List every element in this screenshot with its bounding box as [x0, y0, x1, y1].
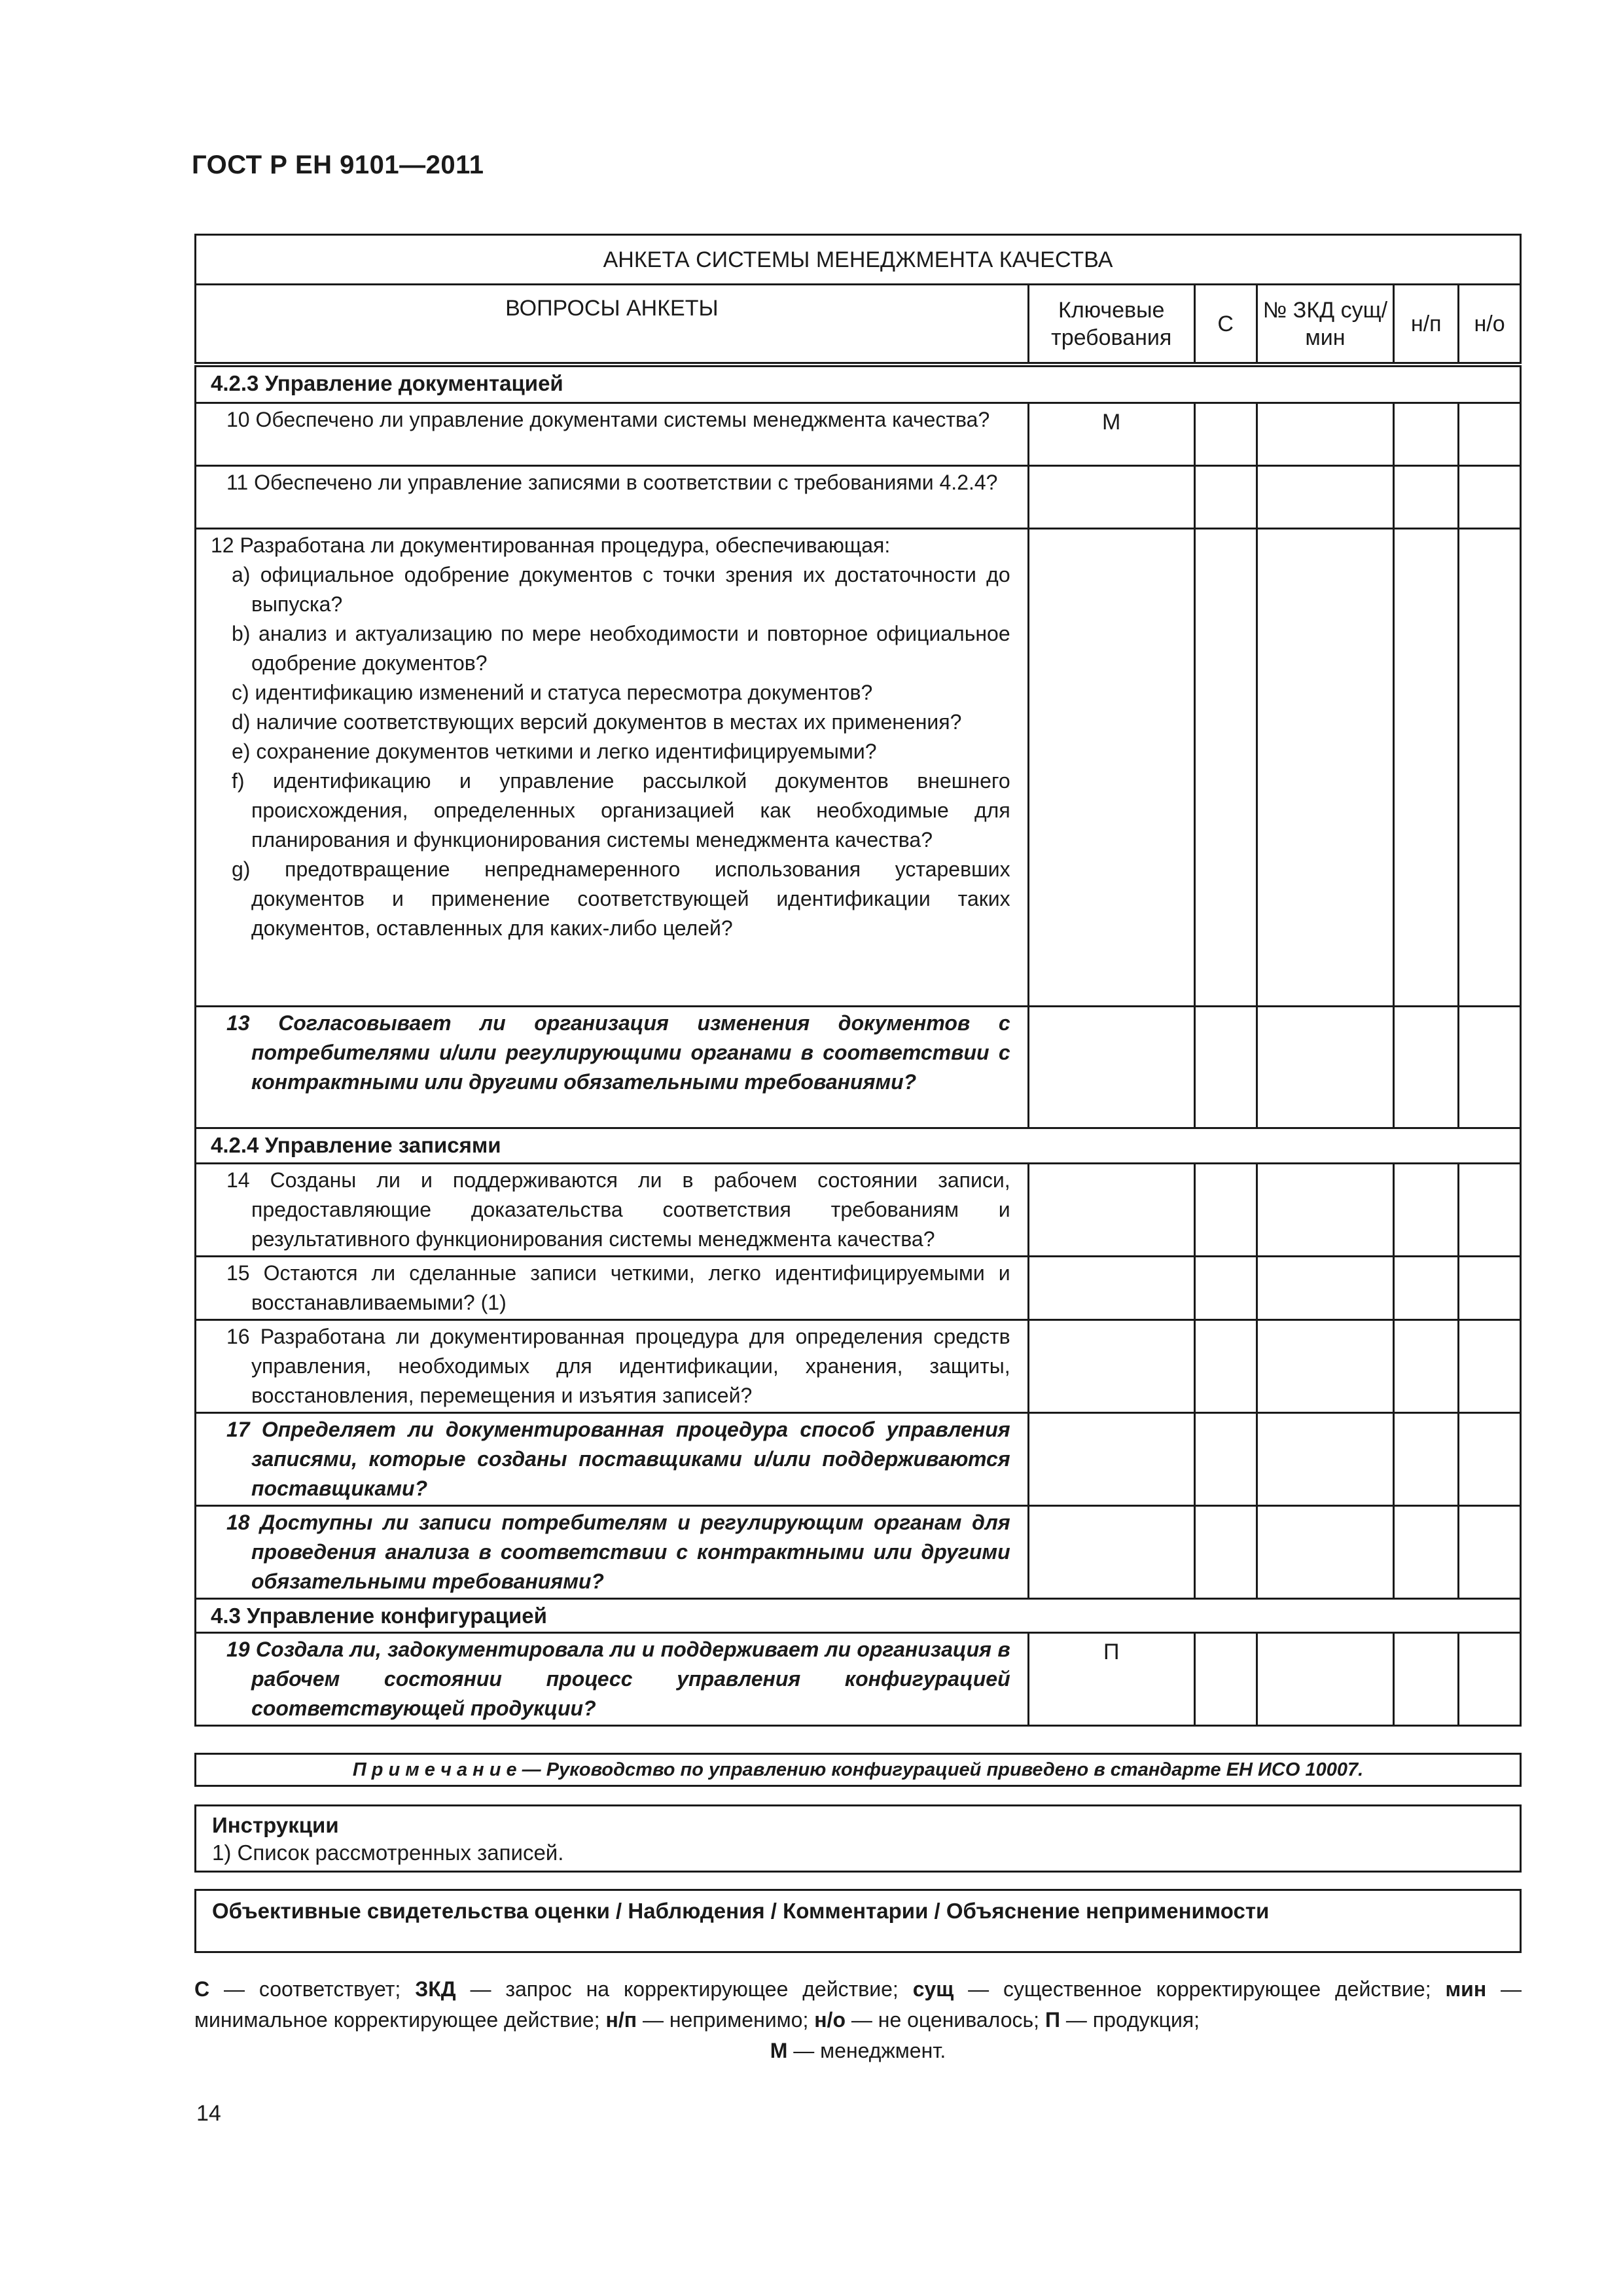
question-10-zkd-cell[interactable] [1257, 403, 1394, 466]
question-12-item-f: f) идентификацию и управление рассылкой документов внешнего происхождения, определенных организацией как необходимые для планирования и функционирования системы менеджмента качества? [232, 769, 1010, 852]
question-12-item-g: g) предотвращение непреднамеренного использования устаревших документов и применение соответствующей идентификации таких документов, оставленных для каких-либо целей? [232, 857, 1010, 940]
question-13-c-cell[interactable] [1194, 1007, 1257, 1128]
question-12-item-e: e) сохранение документов четкими и легко идентифицируемыми? [232, 740, 877, 763]
questionnaire-table [194, 365, 1522, 1727]
question-16-zkd-cell[interactable] [1257, 1320, 1394, 1413]
question-19-c-cell[interactable] [1194, 1633, 1257, 1726]
question-row-13 [196, 1007, 1521, 1128]
question-12-key-cell [1028, 529, 1194, 1007]
question-12-item-c: c) идентификацию изменений и статуса пересмотра документов? [232, 681, 873, 704]
legend-zkd: ЗКД [415, 1977, 456, 2001]
col-key-requirements: Ключевые требования [1028, 285, 1194, 363]
question-14-no-cell[interactable] [1459, 1164, 1521, 1257]
question-12-item-d: d) наличие соответствующих версий документов в местах их применения? [232, 710, 962, 734]
legend-sush: сущ [912, 1977, 954, 2001]
question-18-np-cell[interactable] [1394, 1506, 1459, 1599]
question-row-12 [196, 529, 1521, 1007]
legend-np: н/п [605, 2008, 637, 2032]
question-12-item-b: b) анализ и актуализацию по мере необходимости и повторное официальное одобрение документов? [232, 622, 1010, 675]
question-19-zkd-cell[interactable] [1257, 1633, 1394, 1726]
section-4-2-4: 4.2.4 Управление записями [196, 1128, 1521, 1164]
question-12-lead: 12 Разработана ли документированная процедура, обеспечивающая: [211, 533, 891, 557]
question-15-c-cell[interactable] [1194, 1257, 1257, 1320]
legend-no: н/о [814, 2008, 846, 2032]
question-18-zkd-cell[interactable] [1257, 1506, 1394, 1599]
question-13-text: 13 Согласовывает ли организация изменения документов с потребителями и/или регулирующими органами в соответствии с контрактными или другими обязательными требованиями? [226, 1011, 1010, 1094]
question-10-no-cell[interactable] [1459, 403, 1521, 466]
question-15-key-cell [1028, 1257, 1194, 1320]
section-row [196, 367, 1521, 403]
question-10-text: 10 Обеспечено ли управление документами системы менеджмента качества? [226, 408, 990, 431]
section-4-2-3: 4.2.3 Управление документацией [196, 367, 1521, 403]
question-row-18 [196, 1506, 1521, 1599]
question-11-no-cell[interactable] [1459, 466, 1521, 529]
question-17-zkd-cell[interactable] [1257, 1413, 1394, 1506]
document-header: ГОСТ Р ЕН 9101—2011 [192, 151, 484, 179]
question-10-c-cell[interactable] [1194, 403, 1257, 466]
question-11-np-cell[interactable] [1394, 466, 1459, 529]
question-12-no-cell[interactable] [1459, 529, 1521, 1007]
legend-p: П [1044, 2008, 1060, 2032]
page-number: 14 [196, 2101, 221, 2126]
col-questions: ВОПРОСЫ АНКЕТЫ [196, 285, 1029, 363]
question-15-no-cell[interactable] [1459, 1257, 1521, 1320]
question-row-14 [196, 1164, 1521, 1257]
question-14-np-cell[interactable] [1394, 1164, 1459, 1257]
question-17-no-cell[interactable] [1459, 1413, 1521, 1506]
col-not-evaluated: н/о [1459, 285, 1521, 363]
question-15-zkd-cell[interactable] [1257, 1257, 1394, 1320]
question-11-c-cell[interactable] [1194, 466, 1257, 529]
section-row [196, 1599, 1521, 1633]
question-18-no-cell[interactable] [1459, 1506, 1521, 1599]
legend-c: С [194, 1977, 210, 2001]
question-18-text: 18 Доступны ли записи потребителям и регулирующим органам для проведения анализа в соответствии с контрактными или другими обязательными требованиями? [226, 1511, 1010, 1593]
question-16-c-cell[interactable] [1194, 1320, 1257, 1413]
question-17-text: 17 Определяет ли документированная процедура способ управления записями, которые созданы поставщиками и/или поддерживаются поставщиками? [226, 1418, 1010, 1500]
question-row-16 [196, 1320, 1521, 1413]
question-18-c-cell[interactable] [1194, 1506, 1257, 1599]
col-not-applicable: н/п [1394, 285, 1459, 363]
configuration-note: П р и м е ч а н и е — Руководство по управлению конфигурацией приведено в стандарте ЕН ИСО 10007. [194, 1753, 1522, 1787]
question-16-text: 16 Разработана ли документированная процедура для определения средств управления, необходимых для идентификации, хранения, защиты, восстановления, перемещения и изъятия записей? [226, 1325, 1010, 1407]
question-row-17 [196, 1413, 1521, 1506]
col-conforms: С [1194, 285, 1257, 363]
question-14-zkd-cell[interactable] [1257, 1164, 1394, 1257]
question-17-key-cell [1028, 1413, 1194, 1506]
question-12-item-a: a) официальное одобрение документов с точки зрения их достаточности до выпуска? [232, 563, 1010, 616]
question-11-text: 11 Обеспечено ли управление записями в соответствии с требованиями 4.2.4? [226, 471, 998, 494]
question-12-c-cell[interactable] [1194, 529, 1257, 1007]
question-14-text: 14 Созданы ли и поддерживаются ли в рабочем состоянии записи, предоставляющие доказательства соответствия требованиям и результативного функционирования системы менеджмента качества? [226, 1168, 1010, 1251]
question-13-np-cell[interactable] [1394, 1007, 1459, 1128]
question-17-c-cell[interactable] [1194, 1413, 1257, 1506]
question-14-key-cell [1028, 1164, 1194, 1257]
legend-min: мин [1445, 1977, 1487, 2001]
question-row-11 [196, 466, 1521, 529]
abbreviation-legend: С — соответствует; ЗКД — запрос на корректирующее действие; сущ — существенное корректирующее действие; мин — минимальное корректирующее действие; н/п — неприменимо; н/о — не оценивалось; П — продукция; М — менеджмент. [194, 1977, 1522, 2062]
question-19-no-cell[interactable] [1459, 1633, 1521, 1726]
legend-m: М [770, 2039, 788, 2062]
question-13-no-cell[interactable] [1459, 1007, 1521, 1128]
question-17-np-cell[interactable] [1394, 1413, 1459, 1506]
question-16-key-cell [1028, 1320, 1194, 1413]
question-10-key: М [1028, 403, 1194, 466]
question-13-zkd-cell[interactable] [1257, 1007, 1394, 1128]
question-12-np-cell[interactable] [1394, 529, 1459, 1007]
question-19-text: 19 Создала ли, задокументировала ли и поддерживает ли организация в рабочем состоянии процесс управления конфигурацией соответствующей продукции? [226, 1638, 1010, 1720]
question-10-np-cell[interactable] [1394, 403, 1459, 466]
question-15-text: 15 Остаются ли сделанные записи четкими, легко идентифицируемыми и восстанавливаемыми? (1) [226, 1261, 1010, 1314]
question-14-c-cell[interactable] [1194, 1164, 1257, 1257]
question-11-key-cell [1028, 466, 1194, 529]
question-16-no-cell[interactable] [1459, 1320, 1521, 1413]
question-16-np-cell[interactable] [1394, 1320, 1459, 1413]
column-header-row [194, 283, 1522, 364]
question-12-zkd-cell[interactable] [1257, 529, 1394, 1007]
question-row-15 [196, 1257, 1521, 1320]
question-row-19 [196, 1633, 1521, 1726]
question-row-10 [196, 403, 1521, 466]
instructions-box [194, 1804, 1522, 1873]
question-11-zkd-cell[interactable] [1257, 466, 1394, 529]
objective-evidence-box: Объективные свидетельства оценки / Наблюдения / Комментарии / Объяснение неприменимости [194, 1889, 1522, 1953]
col-zkd: № ЗКД сущ/мин [1257, 285, 1394, 363]
question-19-key: П [1028, 1633, 1194, 1726]
section-row [196, 1128, 1521, 1164]
question-13-key-cell [1028, 1007, 1194, 1128]
questionnaire-title: АНКЕТА СИСТЕМЫ МЕНЕДЖМЕНТА КАЧЕСТВА [194, 234, 1522, 283]
question-19-np-cell[interactable] [1394, 1633, 1459, 1726]
instructions-title: Инструкции [212, 1813, 339, 1837]
section-4-3: 4.3 Управление конфигурацией [196, 1599, 1521, 1633]
question-15-np-cell[interactable] [1394, 1257, 1459, 1320]
instructions-item-1: 1) Список рассмотренных записей. [212, 1840, 564, 1865]
question-18-key-cell [1028, 1506, 1194, 1599]
